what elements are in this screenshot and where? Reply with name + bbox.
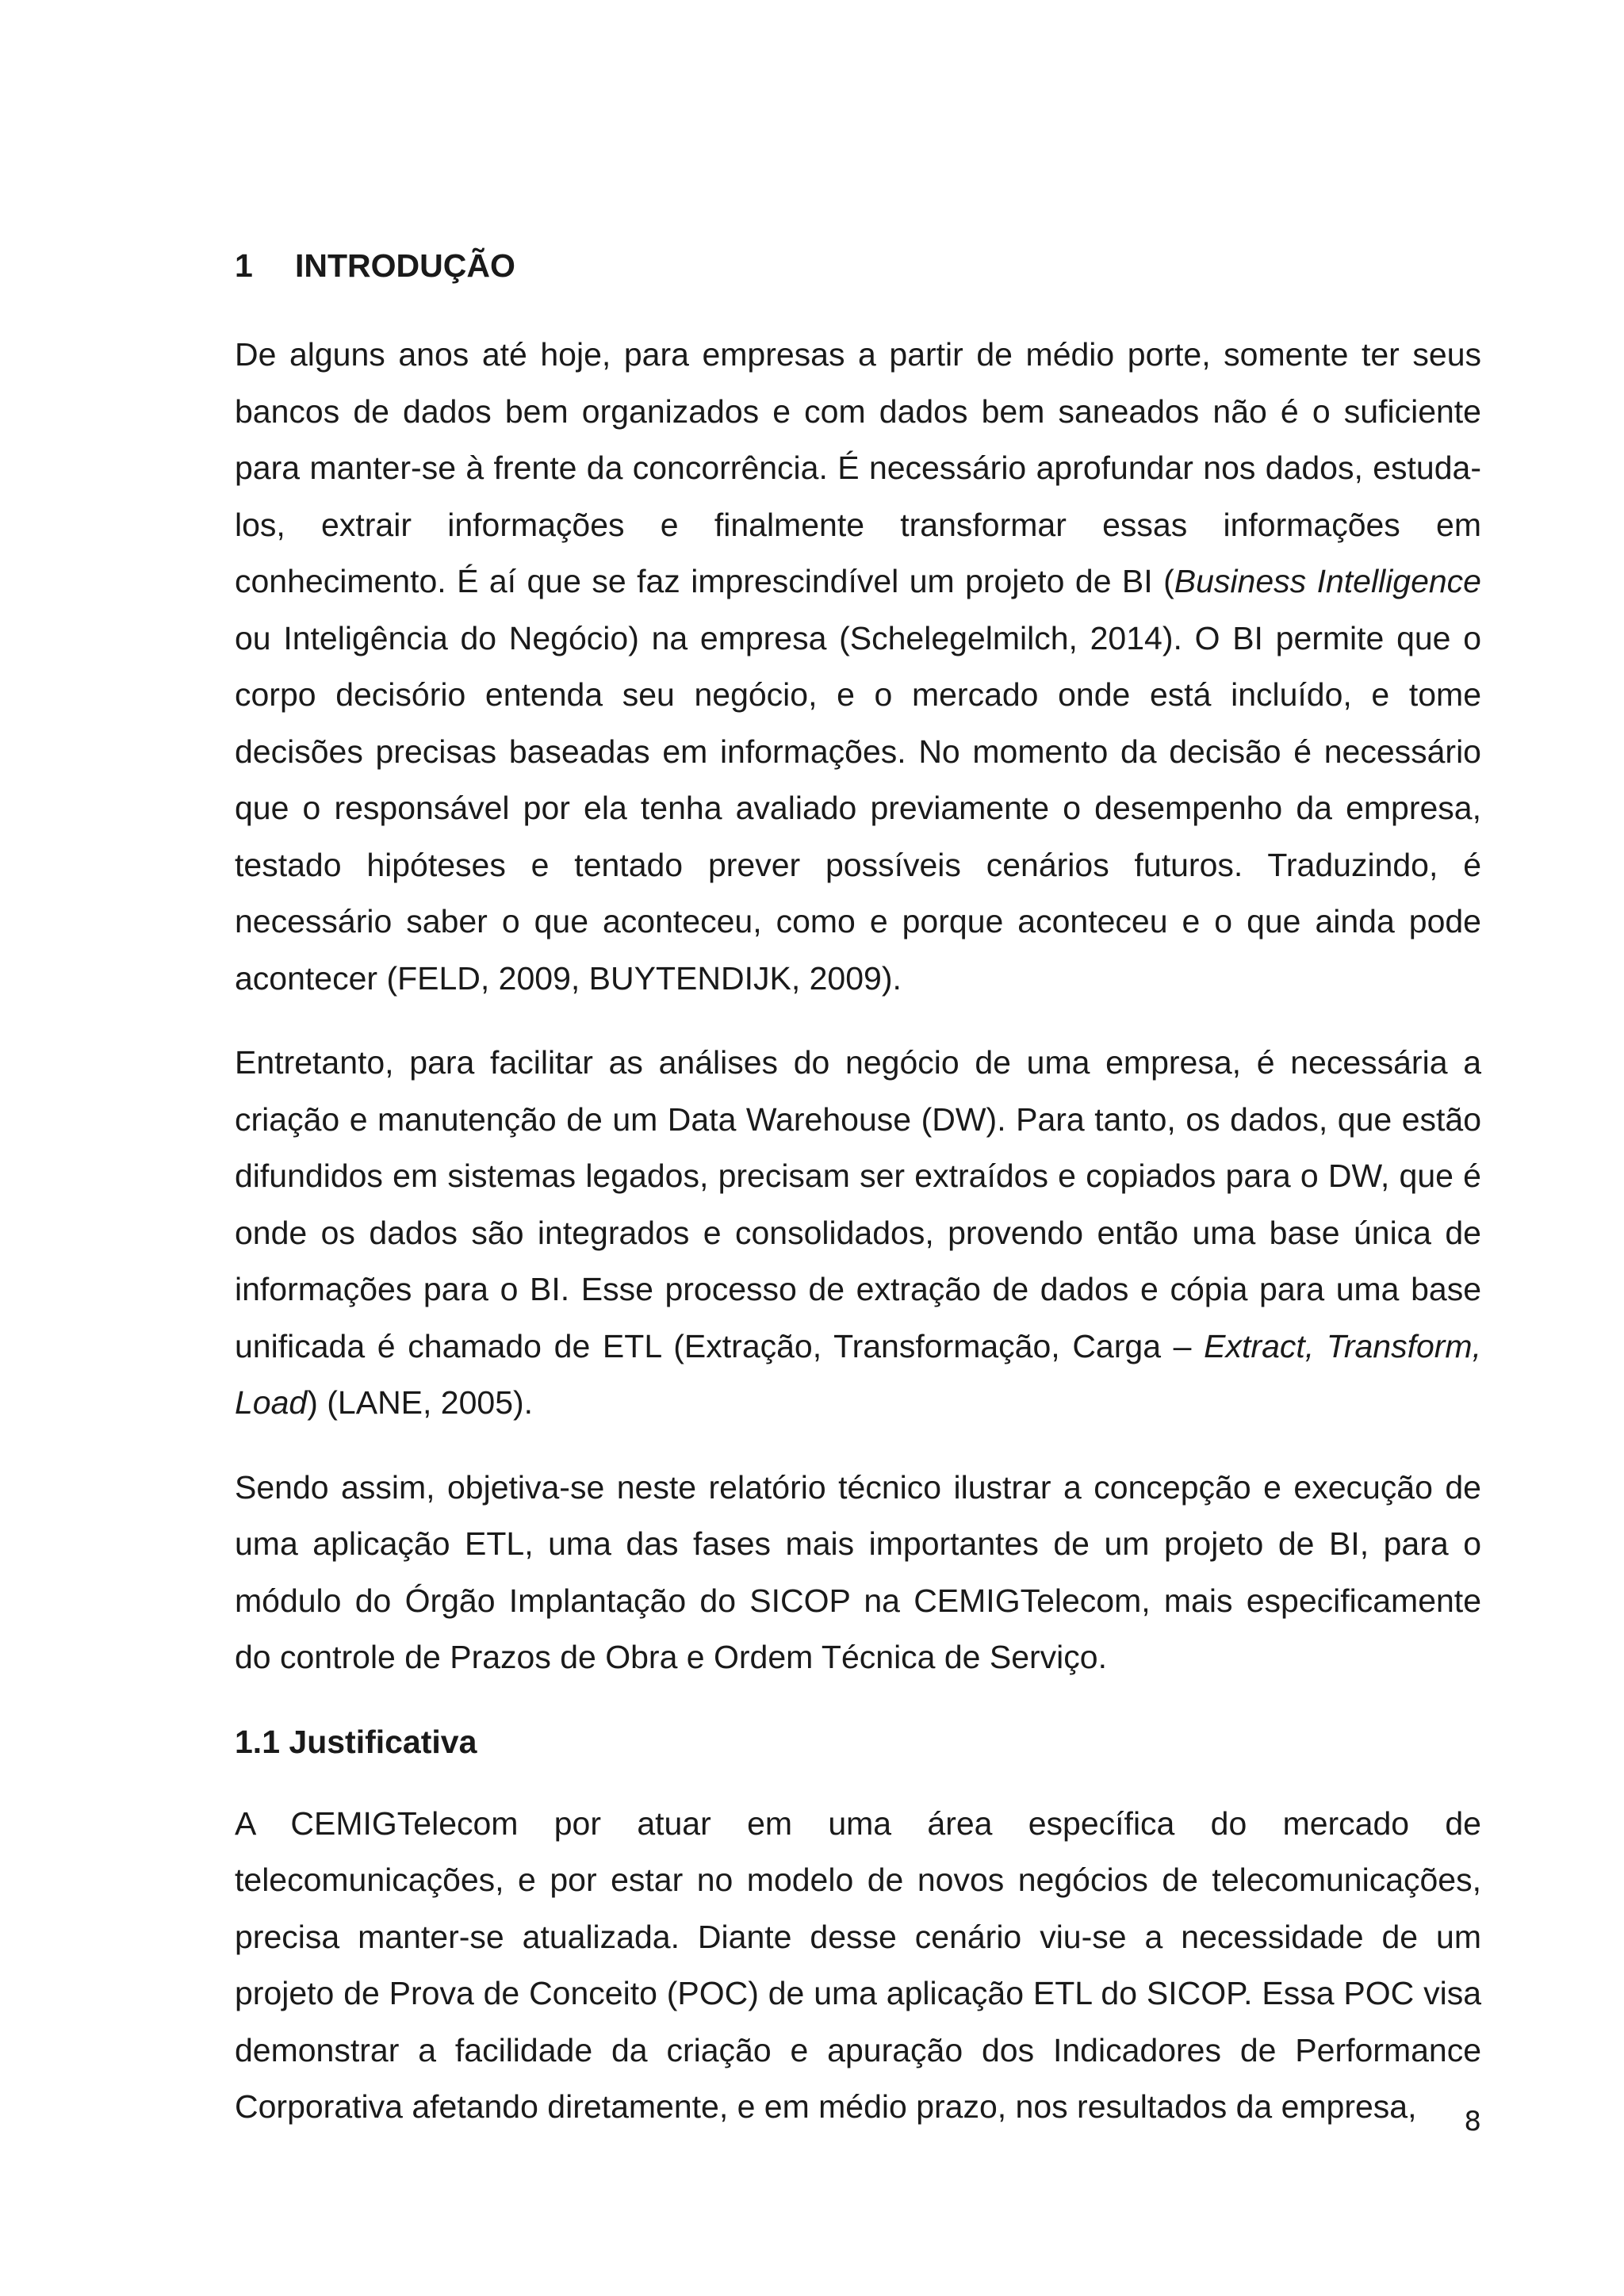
intro-paragraph-2-text-a: Entretanto, para facilitar as análises do negócio de uma empresa, é necessária a criação e manutenção de um Data Warehouse (DW). Para tanto, os dados, que estão difundidos em sistemas legados, precisam ser extraídos e copiados para o DW, que é onde os dados são integrados e consolidados, provendo então uma base única de informações para o BI. Esse processo de extração de dados e cópia para uma base unificada é chamado de ETL (Extração, Transformação, Carga –	[235, 1044, 1481, 1364]
intro-paragraph-2-italic: Extract, Transform, Load	[235, 1327, 1481, 1421]
intro-paragraph-2	[235, 1035, 1481, 1432]
chapter-heading	[235, 238, 1481, 293]
section-heading-justificativa: 1.1 Justificativa	[235, 1723, 477, 1760]
page-content	[235, 238, 1481, 2136]
intro-paragraph-1-text-a: De alguns anos até hoje, para empresas a partir de médio porte, somente ter seus bancos de dados bem organizados e com dados bem saneados não é o suficiente para manter-se à frente da concorrência. É necessário aprofundar nos dados, estuda-los, extrair informações e finalmente transformar essas informações em conhecimento. É aí que se faz imprescindível um projeto de BI (	[235, 336, 1481, 599]
intro-paragraph-1	[235, 327, 1481, 1007]
chapter-title: INTRODUÇÃO	[295, 247, 515, 284]
page-number: 8	[1464, 2106, 1481, 2137]
chapter-number: 1	[235, 247, 253, 284]
intro-paragraph-3: Sendo assim, objetiva-se neste relatório técnico ilustrar a concepção e execução de uma aplicação ETL, uma das fases mais importantes de um projeto de BI, para o módulo do Órgão Implantação do SICOP na CEMIGTelecom, mais especificamente do controle de Prazos de Obra e Ordem Técnica de Serviço.	[235, 1468, 1481, 1675]
intro-paragraph-1-italic: Business Intelligence	[1174, 563, 1481, 599]
justificativa-paragraph-1: A CEMIGTelecom por atuar em uma área específica do mercado de telecomunicações, e por estar no modelo de novos negócios de telecomunicações, precisa manter-se atualizada. Diante desse cenário viu-se a necessidade de um projeto de Prova de Conceito (POC) de uma aplicação ETL do SICOP. Essa POC visa demonstrar a facilidade da criação e apuração dos Indicadores de Performance Corporativa afetando diretamente, e em médio prazo, nos resultados da empresa,	[235, 1804, 1481, 2125]
intro-paragraph-1-text-b: ou Inteligência do Negócio) na empresa (Schelegelmilch, 2014). O BI permite que o corpo decisório entenda seu negócio, e o mercado onde está incluído, e tome decisões precisas baseadas em informações. No momento da decisão é necessário que o responsável por ela tenha avaliado previamente o desempenho da empresa, testado hipóteses e tentado prever possíveis cenários futuros. Traduzindo, é necessário saber o que aconteceu, como e porque aconteceu e o que ainda pode acontecer (FELD, 2009, BUYTENDIJK, 2009).	[235, 619, 1481, 997]
intro-paragraph-2-text-b: ) (LANE, 2005).	[307, 1384, 534, 1421]
